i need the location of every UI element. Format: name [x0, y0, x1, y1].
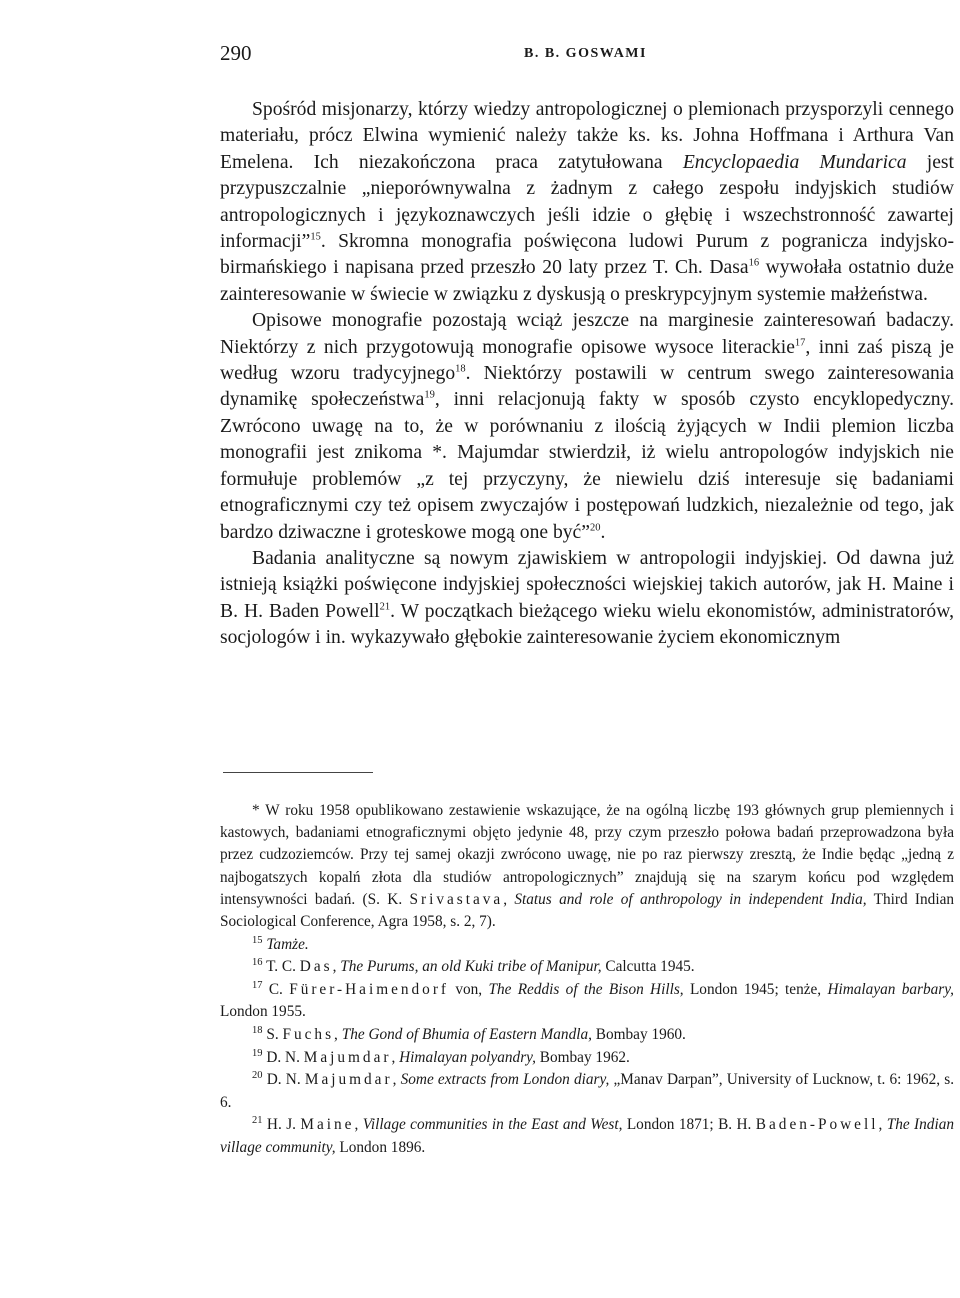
paragraph-2: Opisowe monografie pozostają wciąż jeszcze na marginesie zainteresowań badaczy. Niektórzy z nich przygotowują monografie opisowe wysoce literackie$^{17}$, inni zaś piszą je według wzoru tradycyjnego$^{18}$. Niektórzy postawili w centrum swego zainteresowania dynamikę społeczeństwa$^{19}$, inni relacjonują fakty w sposób czysto encyklopedyczny. Zwrócono uwagę na to, że w porównaniu z ilością żyjących w Indii plemion liczba monografii jest znikoma *. Majumdar stwierdził, iż wielu antropologów indyjskich nie formułuje problemów „z tej przyczyny, że niewielu dziś interesuje się badaniami etnograficznymi czy też opisem zwyczajów i postępowań ludzkich, niezależnie od tego, jak bardzo dziwaczne i groteskowe mogą one być”$^{20}$. — [220, 310, 954, 543]
footnote-16: $^{16}$ T. C. Das, The Purums, an old Kuki tribe of Manipur, Calcutta 1945. — [252, 957, 695, 976]
book-title: Encyclopaedia Mundarica — [682, 151, 907, 173]
footnote-ref-15: 15 — [310, 231, 321, 243]
running-head: B. B. GOSWAMI — [524, 46, 647, 61]
footnote-ref-21: 21 — [379, 601, 391, 613]
footnote-ref-17: 17 — [794, 337, 806, 349]
paragraph-1: Spośród misjonarzy, którzy wiedzy antropologicznej o plemionach przysporzyli cennego materiału, prócz Elwina wymienić należy także ks. ks. Johna Hoffmana i Arthura Van Emelena. Ich niezakończona praca zatytułowana Encyclopaedia Mundarica jest przypuszczalnie „nieporównywalna z żadnym z całego zespołu indyjskich studiów antropologicznych i językoznawczych jeśli idzie o głębię i wszechstronność zawartej informacji”$^{15}$. Skromna monografia poświęcona ludowi Purum z pogranicza indyjsko-birmańskiego i napisana przed przeszło 20 laty przez T. Ch. Dasa$^{16}$ wywołała ostatnio duże zainteresowanie w świecie w związku z dyskusją o preskrypcyjnym systemie małżeństwa. — [220, 99, 954, 305]
main-text — [220, 97, 954, 652]
footnote-20: $^{20}$ D. N. Majumdar, Some extracts from London diary, „Manav Darpan”, University of Lucknow, t. 6: 1962, s. 6. — [220, 1070, 955, 1111]
footnotes — [220, 800, 954, 1159]
page-number: 290 — [220, 41, 252, 65]
footnote-17: $^{17}$ C. Fürer-Haimendorf von, The Reddis of the Bison Hills, London 1945; tenże, Himalayan barbary, London 1955. — [220, 980, 955, 1021]
footnote-21: $^{21}$ H. J. Maine, Village communities in the East and West, London 1871; B. H. Baden-Powell, The Indian village community, London 1896. — [220, 1115, 954, 1156]
footnote-ref-18: 18 — [455, 363, 466, 375]
footnote-ref-20: 20 — [589, 521, 601, 533]
footnote-18: $^{18}$ S. Fuchs, The Gond of Bhumia of Eastern Mandla, Bombay 1960. — [252, 1024, 686, 1044]
footnote-15: $^{15}$ Tamże. — [252, 934, 309, 953]
paragraph-3: Badania analityczne są nowym zjawiskiem w antropologii indyjskiej. Od dawna już istnieją książki poświęcone indyjskiej społeczności wiejskiej takich autorów, jak H. Maine i B. H. Baden Powell$^{21}$. W początkach bieżącego wieku wielu ekonomistów, administratorów, socjologów i in. wykazywało głębokie zainteresowanie życiem ekonomicznym — [220, 547, 954, 649]
footnote-divider — [223, 772, 373, 773]
footnote-star: * W roku 1958 opublikowano zestawienie wskazujące, że na ogólną liczbę 193 głównych grup plemiennych i kastowych, badaniami etnograficznymi objęto jedynie 48, przy czym przeszło połowa badań przeprowadzona była przez cudzoziemców. Przy tej samej okazji zwrócono uwagę, nie po raz pierwszy zresztą, że Indie będąc „jedną z najbogatszych kopalń złota dla studiów antropologicznych” znajdują się na szarym końcu pod względem intensywności badań. (S. K. Srivastava, Status and role of anthropology in independent India, Third Indian Sociological Conference, Agra 1958, s. 2, 7). — [220, 802, 955, 931]
footnote-ref-19: 19 — [424, 389, 435, 401]
footnote-19: $^{19}$ D. N. Majumdar, Himalayan polyandry, Bombay 1962. — [252, 1047, 630, 1066]
footnote-ref-16: 16 — [748, 257, 760, 269]
